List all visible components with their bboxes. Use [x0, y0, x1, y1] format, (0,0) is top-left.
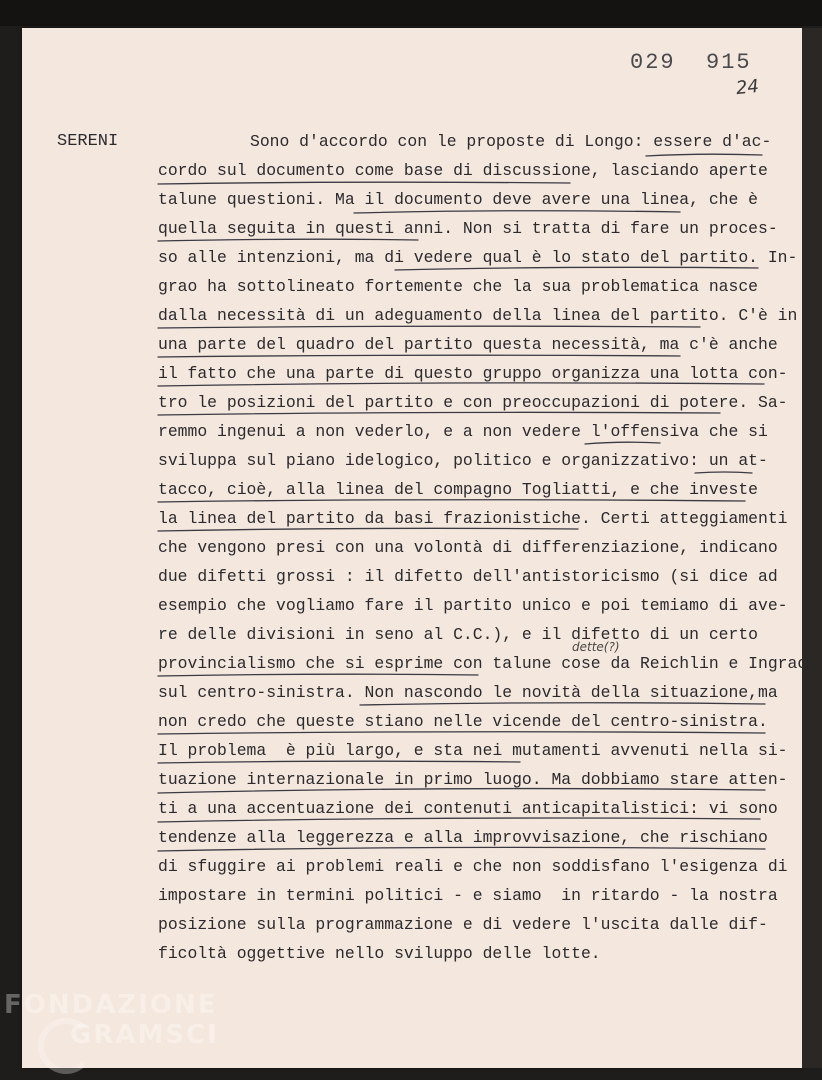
- text-line: Il problema è più largo, e sta nei mutamenti avvenuti nella si-: [158, 741, 788, 760]
- watermark-line1: FONDAZIONE: [4, 990, 218, 1020]
- text-line: re delle divisioni in seno al C.C.), e il difetto di un certo: [158, 625, 758, 644]
- text-line: non credo che queste stiano nelle vicende del centro-sinistra.: [158, 712, 768, 731]
- text-line: sviluppa sul piano idelogico, politico e organizzativo: un at-: [158, 451, 768, 470]
- text-line: tro le posizioni del partito e con preoccupazioni di potere. Sa-: [158, 393, 788, 412]
- gramsci-logo-icon: [38, 1018, 94, 1074]
- text-line: ficoltà oggettive nello sviluppo delle lotte.: [158, 944, 601, 963]
- text-line: remmo ingenui a non vederlo, e a non vedere l'offensiva che si: [158, 422, 768, 441]
- text-line: dalla necessità di un adeguamento della linea del partito. C'è in: [158, 306, 798, 325]
- handwritten-annotation: dette(?): [572, 640, 620, 654]
- text-line: di sfuggire ai problemi reali e che non soddisfano l'esigenza di: [158, 857, 788, 876]
- text-line: impostare in termini politici - e siamo in ritardo - la nostra: [158, 886, 778, 905]
- text-line: grao ha sottolineato fortemente che la sua problematica nasce: [158, 277, 758, 296]
- text-line: quella seguita in questi anni. Non si tratta di fare un proces-: [158, 219, 778, 238]
- text-line: che vengono presi con una volontà di differenziazione, indicano: [158, 538, 778, 557]
- text-line: ti a una accentuazione dei contenuti anticapitalistici: vi sono: [158, 799, 778, 818]
- text-line: so alle intenzioni, ma di vedere qual è lo stato del partito. In-: [158, 248, 798, 267]
- text-line: tuazione internazionale in primo luogo. Ma dobbiamo stare atten-: [158, 770, 788, 789]
- text-line: sul centro-sinistra. Non nascondo le novità della situazione,ma: [158, 683, 778, 702]
- text-line: tacco, cioè, alla linea del compagno Togliatti, e che investe: [158, 480, 758, 499]
- handwritten-page-number: 24: [734, 75, 760, 100]
- scanner-top-strip: [0, 0, 822, 26]
- speaker-name: SERENI: [57, 132, 119, 151]
- text-line: cordo sul documento come base di discussione, lasciando aperte: [158, 161, 768, 180]
- scanner-right-edge: [802, 28, 822, 1068]
- text-line: Sono d'accordo con le proposte di Longo: essere d'ac-: [250, 132, 772, 151]
- fondazione-gramsci-watermark: [4, 990, 219, 1050]
- text-line: la linea del partito da basi frazionistiche. Certi atteggiamenti: [158, 509, 788, 528]
- text-line: una parte del quadro del partito questa necessità, ma c'è anche: [158, 335, 778, 354]
- text-line: posizione sulla programmazione e di vedere l'uscita dalle dif-: [158, 915, 768, 934]
- text-line: talune questioni. Ma il documento deve avere una linea, che è: [158, 190, 758, 209]
- text-line: provincialismo che si esprime con talune cose da Reichlin e Ingrao: [158, 654, 808, 673]
- text-line: il fatto che una parte di questo gruppo organizza una lotta con-: [158, 364, 788, 383]
- text-line: due difetti grossi : il difetto dell'antistoricismo (si dice ad: [158, 567, 778, 586]
- archive-number-stamp: 029 915: [630, 50, 752, 75]
- watermark-line2: GRAMSCI: [70, 1020, 219, 1050]
- text-line: esempio che vogliamo fare il partito unico e poi temiamo di ave-: [158, 596, 788, 615]
- text-line: tendenze alla leggerezza e alla improvvisazione, che rischiano: [158, 828, 768, 847]
